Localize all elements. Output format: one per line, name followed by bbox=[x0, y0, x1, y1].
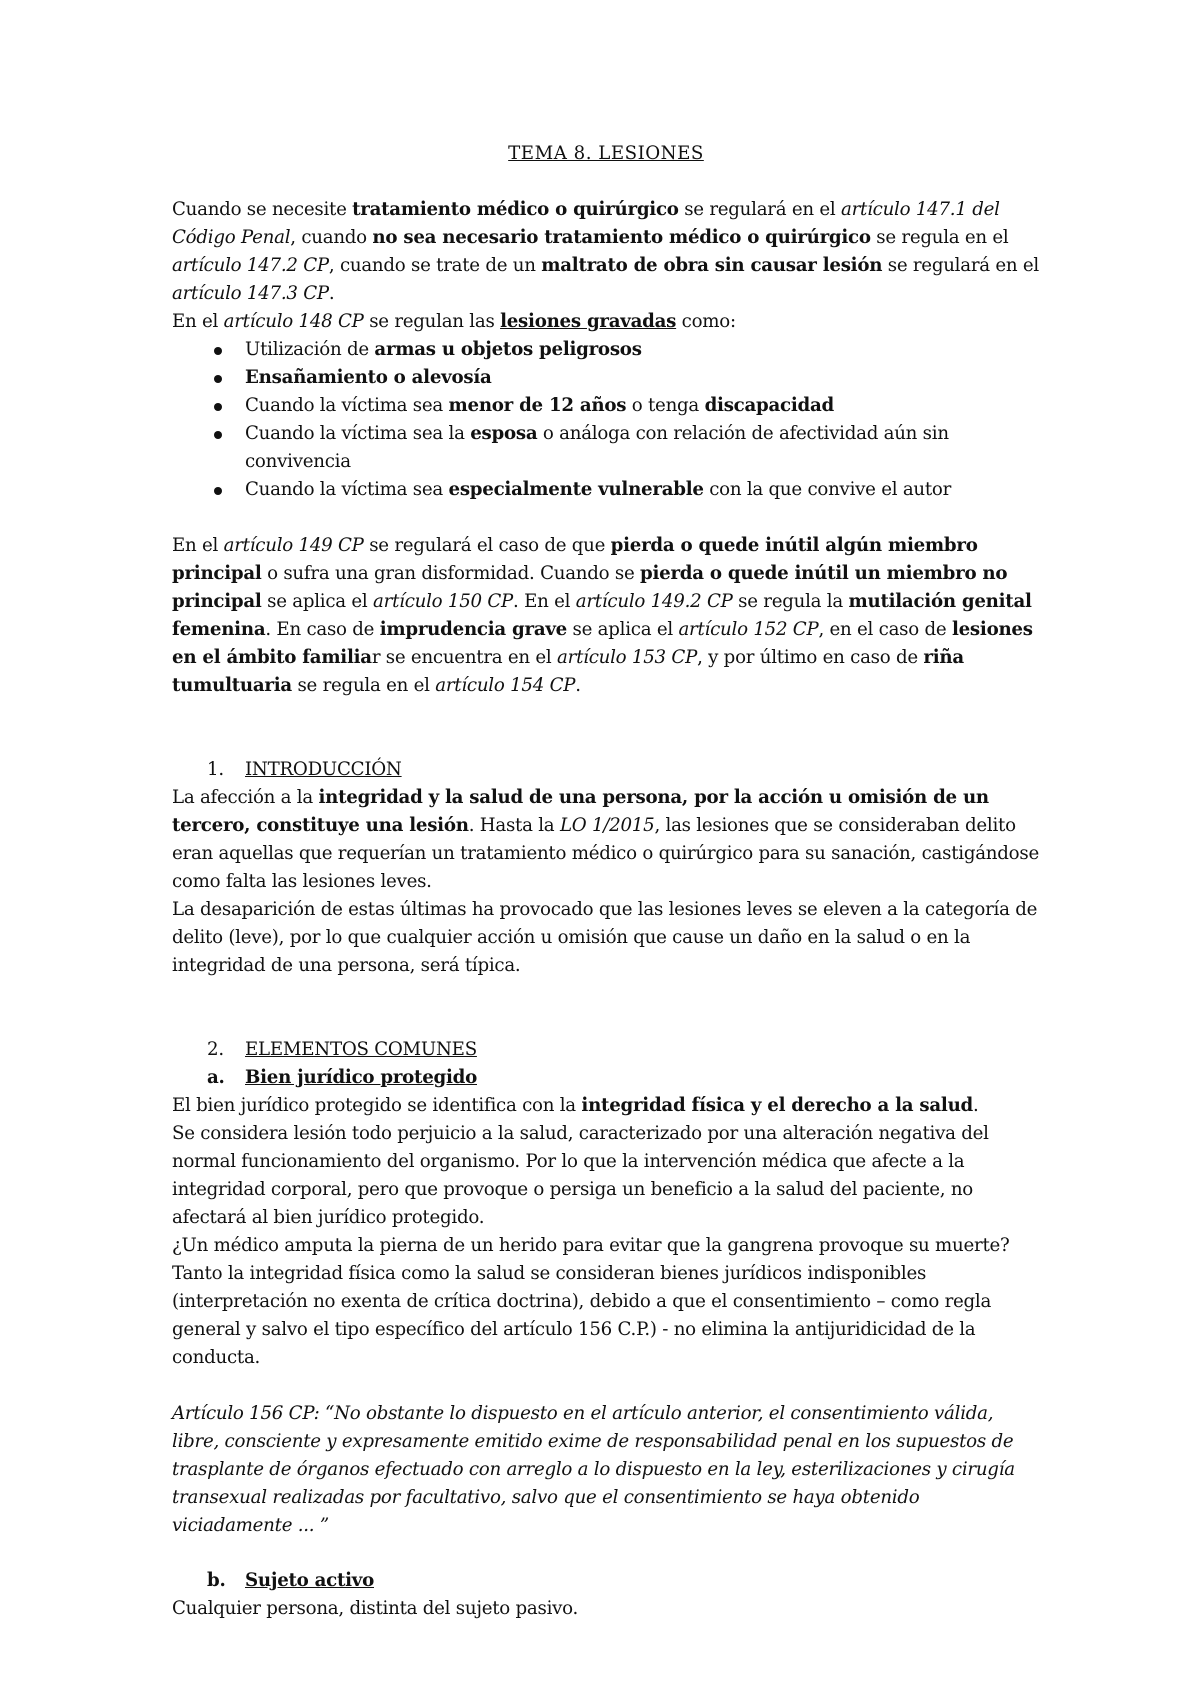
bullet-icon bbox=[214, 431, 222, 439]
introduccion-paragraph-1: La afección a la integridad y la salud de una persona, por la acción u omisión de un tercero, constituye una lesión. Hasta la LO 1/2015, las lesiones que se consideraban delito eran aquellas que requerían un tratamiento médico o quirúrgico para su sanación, castigándose como falta las lesiones leves. bbox=[172, 787, 1039, 892]
bien-juridico-paragraph-1: El bien jurídico protegido se identifica con la integridad física y el derecho a la salud. bbox=[172, 1095, 979, 1116]
list-item: Cuando la víctima sea especialmente vulnerable con la que convive el autor bbox=[172, 476, 1040, 504]
sujeto-activo-paragraph: Cualquier persona, distinta del sujeto pasivo. bbox=[172, 1598, 579, 1619]
bien-juridico-paragraph-2: Se considera lesión todo perjuicio a la salud, caracterizado por una alteración negativa del normal funcionamiento del organismo. Por lo que la intervención médica que afecte a la integridad corporal, pero que provoque o persiga un beneficio a la salud del paciente, no afectará al bien jurídico protegido. bbox=[172, 1123, 989, 1228]
list-item: Cuando la víctima sea la esposa o análoga con relación de afectividad aún sin convivencia bbox=[172, 420, 1040, 476]
introduccion-paragraph-2: La desaparición de estas últimas ha provocado que las lesiones leves se eleven a la categoría de delito (leve), por lo que cualquier acción u omisión que cause un daño en la salud o en la integridad de una persona, será típica. bbox=[172, 899, 1038, 976]
list-item: Ensañamiento o alevosía bbox=[172, 364, 1040, 392]
bullet-icon bbox=[214, 347, 222, 355]
section-heading-introduccion: 1. INTRODUCCIÓN bbox=[207, 759, 402, 780]
bien-juridico-question: ¿Un médico amputa la pierna de un herido para evitar que la gangrena provoque su muerte? bbox=[172, 1235, 1010, 1256]
document-body bbox=[172, 140, 1040, 1623]
agravadas-intro: En el artículo 148 CP se regulan las lesiones gravadas como: bbox=[172, 311, 736, 332]
subheading-bien-juridico: a. Bien jurídico protegido bbox=[207, 1067, 477, 1088]
article-156-quote: Artículo 156 CP: “No obstante lo dispuesto en el artículo anterior, el consentimiento válida, libre, consciente y expresamente emitido exime de responsabilidad penal en los supuestos de trasplante de órganos efectuado con arreglo a lo dispuesto en la ley, esterilizaciones y cirugía transexual realizadas por facultativo, salvo que el consentimiento se haya obtenido viciadamente ... ” bbox=[172, 1403, 1015, 1536]
list-item: Cuando la víctima sea menor de 12 años o tenga discapacidad bbox=[172, 392, 1040, 420]
article-149-paragraph: En el artículo 149 CP se regulará el caso de que pierda o quede inútil algún miembro principal o sufra una gran disformidad. Cuando se pierda o quede inútil un miembro no principal se aplica el artículo 150 CP. En el artículo 149.2 CP se regula la mutilación genital femenina. En caso de imprudencia grave se aplica el artículo 152 CP, en el caso de lesiones en el ámbito familiar se encuentra en el artículo 153 CP, y por último en caso de riña tumultuaria se regula en el artículo 154 CP. bbox=[172, 535, 1033, 696]
bullet-icon bbox=[214, 403, 222, 411]
list-item: Utilización de armas u objetos peligrosos bbox=[172, 336, 1040, 364]
agravadas-list bbox=[172, 336, 1040, 504]
bullet-icon bbox=[214, 487, 222, 495]
intro-paragraph: Cuando se necesite tratamiento médico o quirúrgico se regulará en el artículo 147.1 del Código Penal, cuando no sea necesario tratamiento médico o quirúrgico se regula en el artículo 147.2 CP, cuando se trate de un maltrato de obra sin causar lesión se regulará en el artículo 147.3 CP. bbox=[172, 199, 1039, 304]
section-heading-elementos-comunes: 2. ELEMENTOS COMUNES bbox=[207, 1039, 477, 1060]
page-title: TEMA 8. LESIONES bbox=[508, 143, 704, 164]
bullet-icon bbox=[214, 375, 222, 383]
subheading-sujeto-activo: b. Sujeto activo bbox=[207, 1570, 374, 1591]
bien-juridico-paragraph-3: Tanto la integridad física como la salud se consideran bienes jurídicos indisponibles (interpretación no exenta de crítica doctrina), debido a que el consentimiento – como regla general y salvo el tipo específico del artículo 156 C.P.) - no elimina la antijuridicidad de la conducta. bbox=[172, 1263, 992, 1368]
